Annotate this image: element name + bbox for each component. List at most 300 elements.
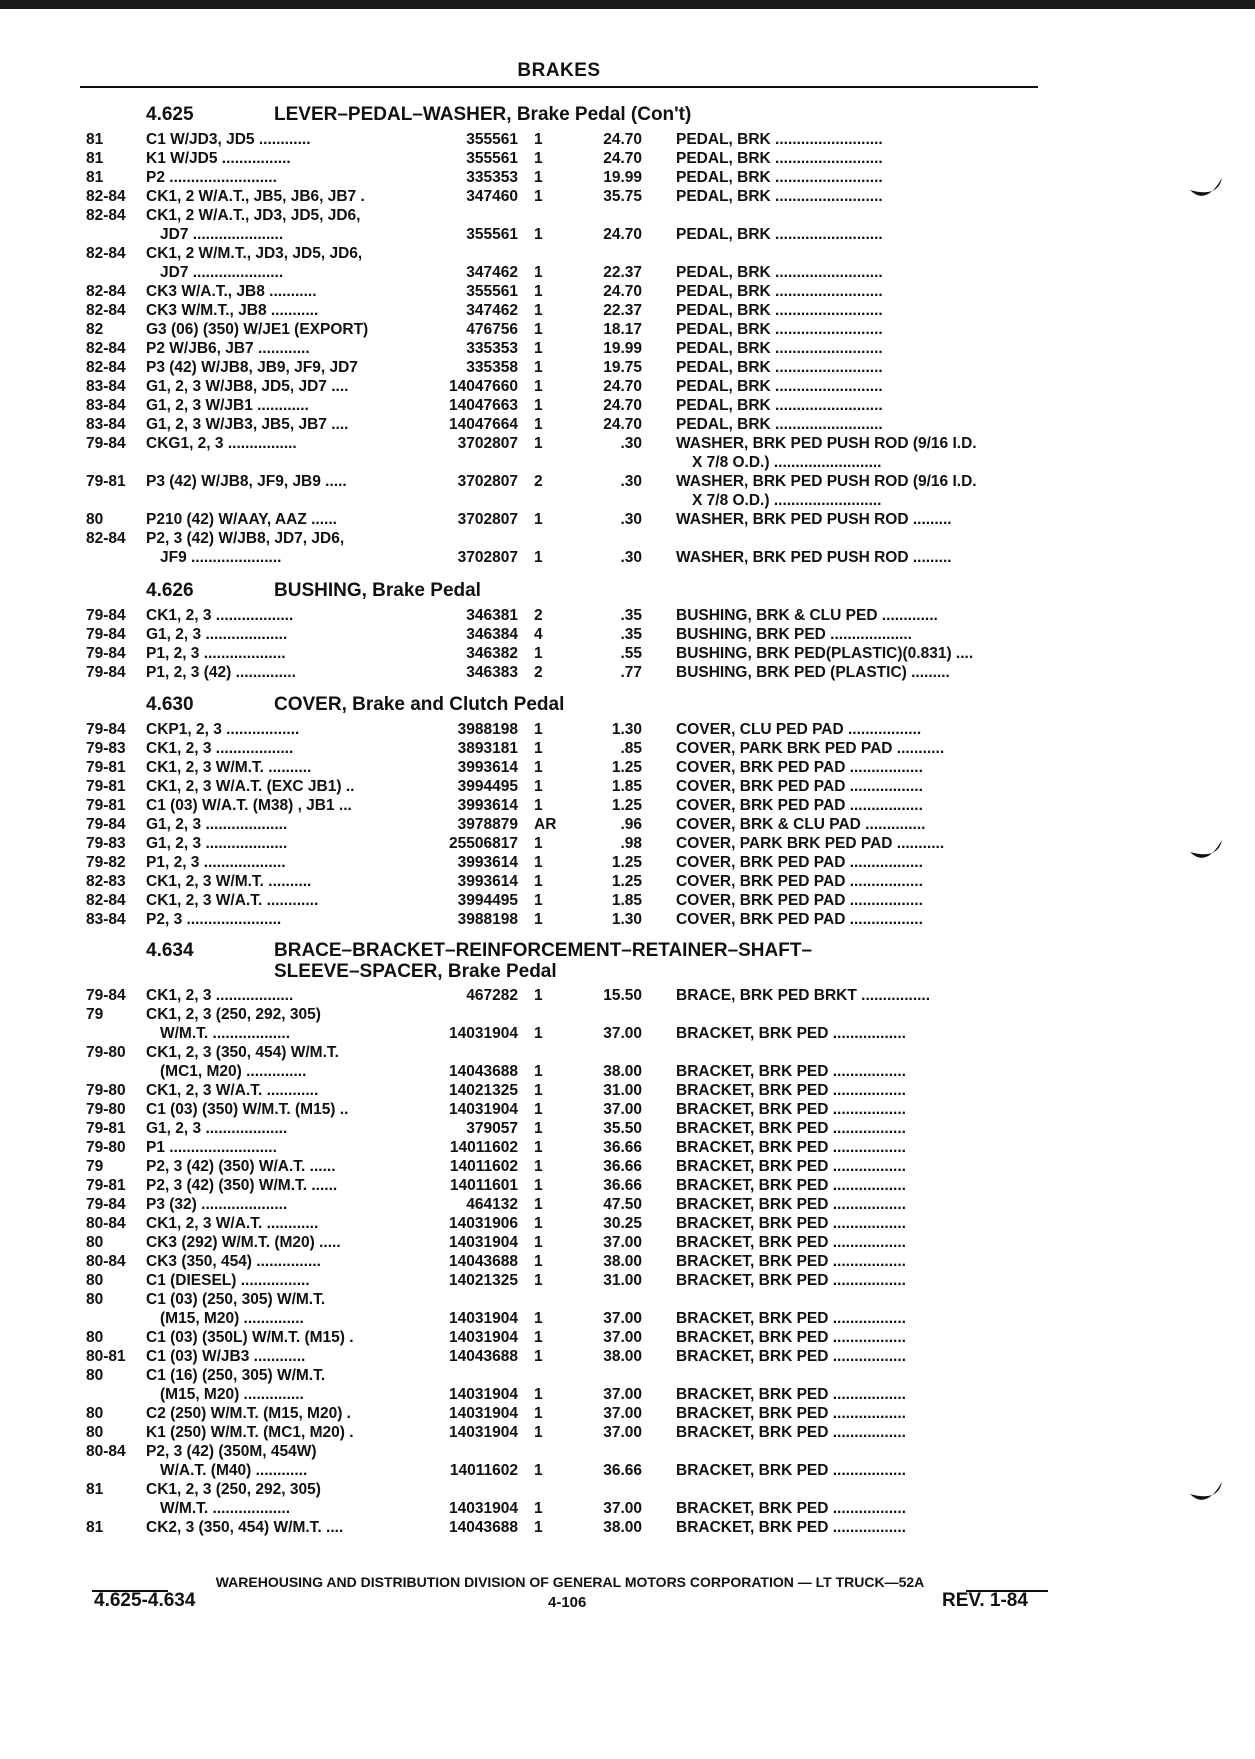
list-price: .30 [620, 549, 642, 566]
list-price: 47.50 [603, 1196, 642, 1213]
application: K1 (250) W/M.T. (MC1, M20) . [146, 1424, 354, 1441]
part-description: COVER, BRK PED PAD ................. [676, 854, 923, 871]
part-number: 14021325 [449, 1272, 518, 1289]
parts-row [86, 396, 1046, 415]
part-number: 14031904 [449, 1405, 518, 1422]
parts-row [86, 796, 1046, 815]
part-number: 25506817 [449, 835, 518, 852]
quantity: 1 [534, 1253, 543, 1270]
application: C2 (250) W/M.T. (M15, M20) . [146, 1405, 351, 1422]
list-price: 24.70 [603, 416, 642, 433]
parts-row [86, 834, 1046, 853]
parts-row [86, 1461, 1046, 1480]
list-price: 22.37 [603, 264, 642, 281]
quantity: 1 [534, 131, 543, 148]
application: CK3 (292) W/M.T. (M20) ..... [146, 1234, 341, 1251]
parts-row [86, 1157, 1046, 1176]
list-price: 38.00 [603, 1253, 642, 1270]
part-description: PEDAL, BRK ......................... [676, 359, 883, 376]
part-description: WASHER, BRK PED PUSH ROD (9/16 I.D. [676, 473, 977, 490]
part-description: PEDAL, BRK ......................... [676, 416, 883, 433]
part-number: 355561 [466, 150, 518, 167]
scan-top-edge [0, 0, 1255, 9]
part-description: COVER, BRK PED PAD ................. [676, 873, 923, 890]
application: JF9 ..................... [160, 549, 282, 566]
parts-row [86, 434, 1046, 453]
part-number: 14047664 [449, 416, 518, 433]
model-year: 79-84 [86, 721, 126, 738]
model-year: 80-84 [86, 1215, 126, 1232]
quantity: 2 [534, 607, 543, 624]
model-year: 83-84 [86, 397, 126, 414]
part-description: BRACKET, BRK PED ................. [676, 1500, 906, 1517]
list-price: 37.00 [603, 1424, 642, 1441]
parts-row [86, 1423, 1046, 1442]
model-year: 80 [86, 1424, 104, 1441]
part-description: BRACKET, BRK PED ................. [676, 1329, 906, 1346]
parts-row [86, 320, 1046, 339]
quantity: 1 [534, 359, 543, 376]
list-price: 1.25 [611, 797, 642, 814]
part-description: PEDAL, BRK ......................... [676, 340, 883, 357]
parts-row [86, 1119, 1046, 1138]
application: C1 (03) (350L) W/M.T. (M15) . [146, 1329, 354, 1346]
list-price: 1.25 [611, 759, 642, 776]
model-year: 79-84 [86, 987, 126, 1004]
parts-row [86, 625, 1046, 644]
part-description: COVER, BRK & CLU PAD .............. [676, 816, 926, 833]
parts-row [86, 1062, 1046, 1081]
application: P2, 3 (42) (350M, 454W) [146, 1443, 317, 1460]
parts-row [86, 548, 1046, 567]
model-year: 82 [86, 321, 104, 338]
list-price: 1.25 [611, 873, 642, 890]
list-price: 24.70 [603, 150, 642, 167]
part-description: BUSHING, BRK PED(PLASTIC)(0.831) .... [676, 645, 974, 662]
part-description: PEDAL, BRK ......................... [676, 378, 883, 395]
application: P1, 2, 3 (42) .............. [146, 664, 296, 681]
part-number: 14043688 [449, 1253, 518, 1270]
list-price: .85 [620, 740, 642, 757]
part-description: BRACKET, BRK PED ................. [676, 1310, 906, 1327]
model-year: 79-80 [86, 1101, 126, 1118]
application: CK1, 2 W/A.T., JB5, JB6, JB7 . [146, 188, 365, 205]
parts-row [86, 187, 1046, 206]
parts-row [86, 1214, 1046, 1233]
part-description: BRACKET, BRK PED ................. [676, 1405, 906, 1422]
model-year: 83-84 [86, 416, 126, 433]
list-price: 15.50 [603, 987, 642, 1004]
application: P3 (42) W/JB8, JF9, JB9 ..... [146, 473, 347, 490]
catalog-section [86, 580, 1046, 682]
part-number: 14011602 [449, 1158, 518, 1175]
part-description: COVER, BRK PED PAD ................. [676, 759, 923, 776]
list-price: 36.66 [603, 1158, 642, 1175]
quantity: 1 [534, 911, 543, 928]
part-number: 14031906 [449, 1215, 518, 1232]
application: CK3 W/A.T., JB8 ........... [146, 283, 317, 300]
application: (M15, M20) .............. [160, 1310, 304, 1327]
list-price: 22.37 [603, 302, 642, 319]
application: CK1, 2, 3 .................. [146, 740, 294, 757]
application: C1 (03) (250, 305) W/M.T. [146, 1291, 326, 1308]
parts-row [86, 606, 1046, 625]
model-year: 80 [86, 1329, 104, 1346]
list-price: .30 [620, 435, 642, 452]
parts-row [86, 1100, 1046, 1119]
part-number: 3993614 [457, 854, 518, 871]
parts-row [86, 415, 1046, 434]
model-year: 79-81 [86, 778, 126, 795]
part-number: 3994495 [457, 892, 518, 909]
parts-row [86, 358, 1046, 377]
quantity: 1 [534, 302, 543, 319]
list-price: 38.00 [603, 1063, 642, 1080]
section-heading [86, 940, 1046, 986]
model-year: 81 [86, 169, 104, 186]
list-price: 37.00 [603, 1405, 642, 1422]
parts-row [86, 1442, 1046, 1461]
model-year: 79-84 [86, 607, 126, 624]
list-price: 36.66 [603, 1462, 642, 1479]
footer-revision: REV. 1-84 [942, 1590, 1028, 1611]
part-number: 347460 [466, 188, 518, 205]
parts-row [86, 910, 1046, 929]
application: CK1, 2, 3 W/A.T. (EXC JB1) .. [146, 778, 355, 795]
application: G1, 2, 3 W/JB3, JB5, JB7 .... [146, 416, 349, 433]
part-description: COVER, BRK PED PAD ................. [676, 892, 923, 909]
quantity: 1 [534, 283, 543, 300]
quantity: 1 [534, 797, 543, 814]
part-number: 14043688 [449, 1519, 518, 1536]
model-year: 80 [86, 1405, 104, 1422]
list-price: 35.50 [603, 1120, 642, 1137]
parts-row [86, 225, 1046, 244]
list-price: 24.70 [603, 226, 642, 243]
parts-row [86, 815, 1046, 834]
quantity: 1 [534, 397, 543, 414]
model-year: 79-81 [86, 797, 126, 814]
parts-row [86, 758, 1046, 777]
part-number: 14031904 [449, 1310, 518, 1327]
part-description: BRACKET, BRK PED ................. [676, 1253, 906, 1270]
application: CK1, 2, 3 (250, 292, 305) [146, 1006, 321, 1023]
part-number: 347462 [466, 302, 518, 319]
parts-row [86, 853, 1046, 872]
quantity: 1 [534, 1063, 543, 1080]
part-number: 346384 [466, 626, 518, 643]
model-year: 79-81 [86, 1177, 126, 1194]
part-number: 3893181 [457, 740, 518, 757]
list-price: 19.99 [603, 340, 642, 357]
part-number: 14031904 [449, 1025, 518, 1042]
section-heading [86, 694, 1046, 720]
parts-row [86, 1290, 1046, 1309]
part-description: BRACKET, BRK PED ................. [676, 1196, 906, 1213]
part-description: BRACKET, BRK PED ................. [676, 1272, 906, 1289]
part-number: 14011601 [449, 1177, 518, 1194]
section-number: 4.625 [146, 104, 194, 125]
parts-row [86, 282, 1046, 301]
quantity: 1 [534, 321, 543, 338]
parts-row [86, 1518, 1046, 1537]
model-year: 79-82 [86, 854, 126, 871]
list-price: 1.30 [611, 911, 642, 928]
quantity: 1 [534, 1101, 543, 1118]
part-number: 14047663 [449, 397, 518, 414]
quantity: 1 [534, 416, 543, 433]
part-description: PEDAL, BRK ......................... [676, 397, 883, 414]
part-description: BUSHING, BRK & CLU PED ............. [676, 607, 938, 624]
application: CK2, 3 (350, 454) W/M.T. .... [146, 1519, 344, 1536]
application: C1 (03) (350) W/M.T. (M15) .. [146, 1101, 349, 1118]
model-year: 82-84 [86, 302, 126, 319]
model-year: 82-84 [86, 188, 126, 205]
parts-row [86, 263, 1046, 282]
application: CK1, 2, 3 (350, 454) W/M.T. [146, 1044, 339, 1061]
parts-row [86, 1328, 1046, 1347]
part-number: 14011602 [449, 1462, 518, 1479]
part-number: 14043688 [449, 1348, 518, 1365]
part-description: BRACKET, BRK PED ................. [676, 1158, 906, 1175]
application: (M15, M20) .............. [160, 1386, 304, 1403]
part-number: 467282 [466, 987, 518, 1004]
parts-row [86, 720, 1046, 739]
part-description: BUSHING, BRK PED (PLASTIC) ......... [676, 664, 950, 681]
quantity: 1 [534, 1462, 543, 1479]
part-description: X 7/8 O.D.) ......................... [692, 492, 882, 509]
parts-row [86, 377, 1046, 396]
application: CK1, 2, 3 W/A.T. ............ [146, 892, 319, 909]
section-title: COVER, Brake and Clutch Pedal [274, 694, 565, 715]
section-number: 4.626 [146, 580, 194, 601]
quantity: 1 [534, 511, 543, 528]
model-year: 79-80 [86, 1139, 126, 1156]
part-description: BRACKET, BRK PED ................. [676, 1082, 906, 1099]
part-number: 335358 [466, 359, 518, 376]
model-year: 79 [86, 1158, 104, 1175]
list-price: 31.00 [603, 1272, 642, 1289]
part-description: COVER, BRK PED PAD ................. [676, 778, 923, 795]
application: C1 (03) W/JB3 ............ [146, 1348, 306, 1365]
parts-row [86, 1480, 1046, 1499]
list-price: 18.17 [603, 321, 642, 338]
model-year: 79 [86, 1006, 104, 1023]
quantity: 1 [534, 1139, 543, 1156]
part-description: BRACKET, BRK PED ................. [676, 1215, 906, 1232]
part-description: BRACKET, BRK PED ................. [676, 1063, 906, 1080]
model-year: 80 [86, 1272, 104, 1289]
list-price: 31.00 [603, 1082, 642, 1099]
quantity: 1 [534, 778, 543, 795]
model-year: 82-84 [86, 283, 126, 300]
parts-row [86, 206, 1046, 225]
part-number: 14031904 [449, 1424, 518, 1441]
model-year: 79-81 [86, 473, 126, 490]
binder-hole-mark [1188, 1480, 1224, 1510]
quantity: 1 [534, 264, 543, 281]
quantity: 1 [534, 435, 543, 452]
quantity: 1 [534, 759, 543, 776]
parts-row [86, 1252, 1046, 1271]
application: CKG1, 2, 3 ................ [146, 435, 297, 452]
parts-row [86, 453, 1046, 472]
model-year: 79-84 [86, 664, 126, 681]
part-description: COVER, BRK PED PAD ................. [676, 911, 923, 928]
application: G1, 2, 3 ................... [146, 835, 288, 852]
list-price: .35 [620, 607, 642, 624]
parts-row [86, 339, 1046, 358]
part-number: 14047660 [449, 378, 518, 395]
parts-row [86, 1233, 1046, 1252]
application: C1 (DIESEL) ................ [146, 1272, 310, 1289]
quantity: 1 [534, 1348, 543, 1365]
part-description: BRACKET, BRK PED ................. [676, 1348, 906, 1365]
quantity: 1 [534, 226, 543, 243]
model-year: 79-80 [86, 1044, 126, 1061]
parts-row [86, 1138, 1046, 1157]
part-description: PEDAL, BRK ......................... [676, 169, 883, 186]
part-number: 14043688 [449, 1063, 518, 1080]
application: C1 (03) W/A.T. (M38) , JB1 ... [146, 797, 352, 814]
part-number: 379057 [466, 1120, 518, 1137]
quantity: 1 [534, 1500, 543, 1517]
part-number: 14031904 [449, 1234, 518, 1251]
quantity: 1 [534, 188, 543, 205]
list-price: .96 [620, 816, 642, 833]
quantity: 1 [534, 1025, 543, 1042]
parts-row [86, 1024, 1046, 1043]
list-price: 38.00 [603, 1519, 642, 1536]
model-year: 82-84 [86, 530, 126, 547]
part-number: 3993614 [457, 797, 518, 814]
application: P2 ......................... [146, 169, 277, 186]
quantity: 1 [534, 1234, 543, 1251]
list-price: .35 [620, 626, 642, 643]
part-number: 14021325 [449, 1082, 518, 1099]
application: CKP1, 2, 3 ................. [146, 721, 300, 738]
quantity: 1 [534, 378, 543, 395]
quantity: 1 [534, 1424, 543, 1441]
part-description: WASHER, BRK PED PUSH ROD ......... [676, 549, 952, 566]
parts-row [86, 1347, 1046, 1366]
part-number: 346382 [466, 645, 518, 662]
part-number: 3994495 [457, 778, 518, 795]
list-price: 19.99 [603, 169, 642, 186]
list-price: 37.00 [603, 1500, 642, 1517]
part-description: PEDAL, BRK ......................... [676, 283, 883, 300]
quantity: 1 [534, 150, 543, 167]
quantity: 1 [534, 854, 543, 871]
part-description: BRACE, BRK PED BRKT ................ [676, 987, 931, 1004]
list-price: 1.30 [611, 721, 642, 738]
application: CK1, 2, 3 .................. [146, 607, 294, 624]
list-price: 37.00 [603, 1386, 642, 1403]
quantity: 1 [534, 740, 543, 757]
quantity: 4 [534, 626, 543, 643]
quantity: 1 [534, 549, 543, 566]
part-description: PEDAL, BRK ......................... [676, 150, 883, 167]
parts-row [86, 891, 1046, 910]
model-year: 83-84 [86, 911, 126, 928]
application: P2, 3 (42) W/JB8, JD7, JD6, [146, 530, 345, 547]
application: P2 W/JB6, JB7 ............ [146, 340, 310, 357]
quantity: 1 [534, 721, 543, 738]
parts-row [86, 1499, 1046, 1518]
model-year: 79-83 [86, 835, 126, 852]
part-number: 14031904 [449, 1329, 518, 1346]
application: W/M.T. .................. [160, 1500, 291, 1517]
quantity: 2 [534, 473, 543, 490]
parts-row [86, 1404, 1046, 1423]
application: P1 ......................... [146, 1139, 277, 1156]
model-year: 80-84 [86, 1253, 126, 1270]
list-price: 38.00 [603, 1348, 642, 1365]
part-description: COVER, PARK BRK PED PAD ........... [676, 740, 945, 757]
model-year: 80-81 [86, 1348, 126, 1365]
application: CK1, 2, 3 W/A.T. ............ [146, 1215, 319, 1232]
list-price: 36.66 [603, 1177, 642, 1194]
quantity: 1 [534, 340, 543, 357]
model-year: 80 [86, 1291, 104, 1308]
section-title: LEVER–PEDAL–WASHER, Brake Pedal (Con't) [274, 104, 692, 125]
part-number: 14031904 [449, 1386, 518, 1403]
section-number: 4.634 [146, 940, 194, 961]
quantity: 1 [534, 835, 543, 852]
application: P3 (42) W/JB8, JB9, JF9, JD7 [146, 359, 358, 376]
application: JD7 ..................... [160, 226, 284, 243]
model-year: 80 [86, 1367, 104, 1384]
list-price: 24.70 [603, 131, 642, 148]
parts-row [86, 472, 1046, 491]
quantity: 1 [534, 1272, 543, 1289]
model-year: 82-84 [86, 340, 126, 357]
model-year: 82-84 [86, 892, 126, 909]
quantity: 1 [534, 1196, 543, 1213]
parts-row [86, 1043, 1046, 1062]
part-number: 3702807 [457, 435, 518, 452]
application: G1, 2, 3 ................... [146, 1120, 288, 1137]
parts-row [86, 872, 1046, 891]
application: CK3 W/M.T., JB8 ........... [146, 302, 319, 319]
quantity: 1 [534, 1386, 543, 1403]
part-number: 14011602 [449, 1139, 518, 1156]
part-number: 335353 [466, 340, 518, 357]
parts-row [86, 301, 1046, 320]
application: CK1, 2, 3 (250, 292, 305) [146, 1481, 321, 1498]
parts-row [86, 491, 1046, 510]
quantity: 1 [534, 1310, 543, 1327]
application: P1, 2, 3 ................... [146, 645, 286, 662]
section-heading [86, 580, 1046, 606]
model-year: 79-83 [86, 740, 126, 757]
part-description: PEDAL, BRK ......................... [676, 264, 883, 281]
part-description: WASHER, BRK PED PUSH ROD ......... [676, 511, 952, 528]
model-year: 79-81 [86, 759, 126, 776]
application: JD7 ..................... [160, 264, 284, 281]
parts-row [86, 739, 1046, 758]
model-year: 81 [86, 150, 104, 167]
application: P210 (42) W/AAY, AAZ ...... [146, 511, 337, 528]
part-number: 3978879 [457, 816, 518, 833]
part-description: BRACKET, BRK PED ................. [676, 1234, 906, 1251]
quantity: 1 [534, 1519, 543, 1536]
part-number: 476756 [466, 321, 518, 338]
parts-row [86, 1271, 1046, 1290]
quantity: 1 [534, 1082, 543, 1099]
part-description: WASHER, BRK PED PUSH ROD (9/16 I.D. [676, 435, 977, 452]
part-description: BRACKET, BRK PED ................. [676, 1424, 906, 1441]
